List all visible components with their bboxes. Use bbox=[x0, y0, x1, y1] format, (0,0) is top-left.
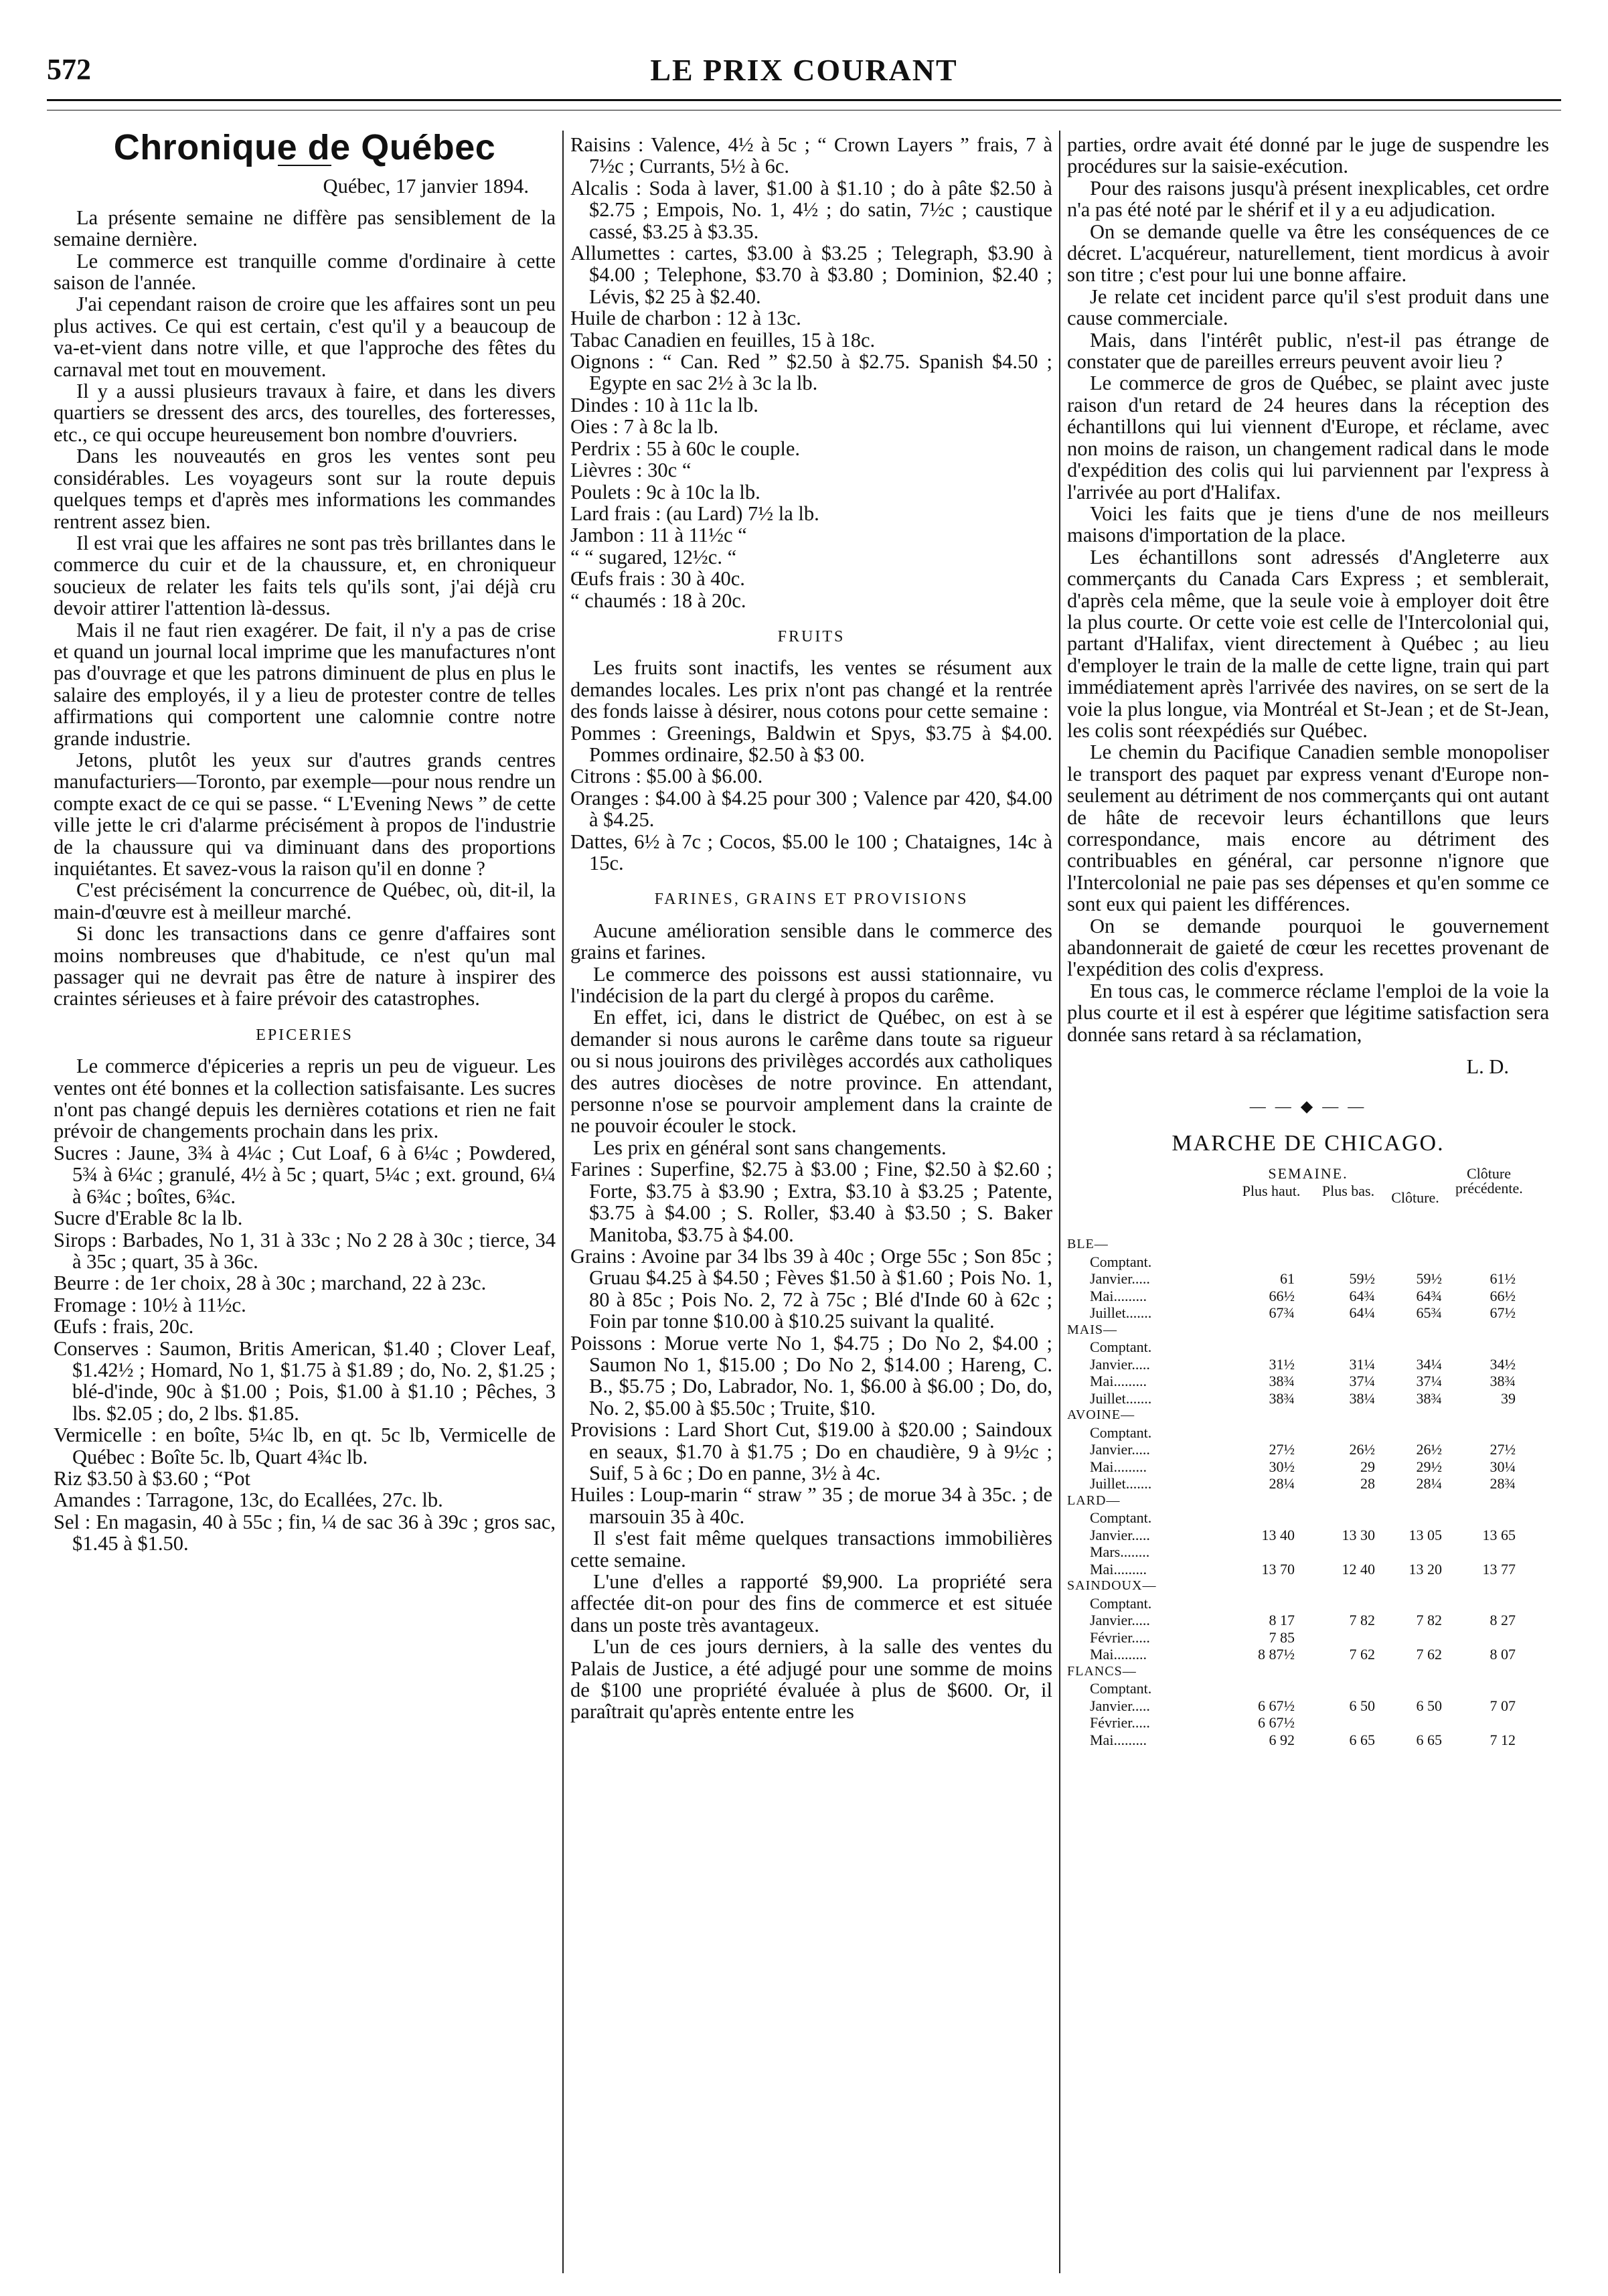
paragraph: Le commerce est tranquille comme d'ordinaire à cette saison de l'année. bbox=[54, 249, 556, 295]
market-value: 61½ bbox=[1490, 1270, 1516, 1288]
market-value: 7 62 bbox=[1349, 1646, 1375, 1663]
market-row-label: Mai......... bbox=[1090, 1458, 1147, 1475]
market-value: 13 70 bbox=[1261, 1560, 1295, 1578]
market-row bbox=[1067, 1458, 1549, 1476]
header-plus-haut: Plus haut. bbox=[1242, 1182, 1301, 1200]
market-value: 26½ bbox=[1349, 1441, 1375, 1458]
price-item: Pommes : Greenings, Baldwin et Spys, $3.75 à $4.00. Pommes ordinaire, $2.50 à $3 00. bbox=[570, 721, 1052, 766]
market-row bbox=[1067, 1527, 1549, 1544]
market-value: 34½ bbox=[1490, 1355, 1516, 1373]
market-value: 65¾ bbox=[1416, 1304, 1442, 1322]
market-value: 28¼ bbox=[1416, 1475, 1442, 1493]
header-plus-bas: Plus bas. bbox=[1321, 1182, 1375, 1200]
market-row bbox=[1067, 1338, 1549, 1356]
market-row bbox=[1067, 1424, 1549, 1442]
column-3 bbox=[1067, 134, 1549, 2277]
price-item: Oignons : “ Can. Red ” $2.50 à $2.75. Spanish $4.50 ; Egypte en sac 2½ à 3c la lb. bbox=[570, 350, 1052, 395]
market-row bbox=[1067, 1663, 1549, 1681]
market-row bbox=[1067, 1304, 1549, 1322]
market-row-label: Février..... bbox=[1090, 1628, 1150, 1646]
market-row bbox=[1067, 1390, 1549, 1407]
paragraph: En tous cas, le commerce réclame l'emploi de la voie la plus courte et il est à espérer que légitime satisfaction sera donnée sans retard à sa réclamation, bbox=[1067, 979, 1549, 1046]
price-item: Perdrix : 55 à 60c le couple. bbox=[570, 437, 801, 460]
market-row bbox=[1067, 1288, 1549, 1305]
price-item: Beurre : de 1er choix, 28 à 30c ; marchand, 22 à 23c. bbox=[54, 1272, 487, 1295]
market-value: 38¾ bbox=[1416, 1389, 1442, 1407]
market-row-label: Comptant. bbox=[1090, 1338, 1152, 1356]
price-item: Amandes : Tarragone, 13c, do Ecallées, 27c. lb. bbox=[54, 1488, 443, 1512]
market-row-label: Mai......... bbox=[1090, 1646, 1147, 1663]
market-value: 12 40 bbox=[1342, 1560, 1375, 1578]
section-heading-epiceries: EPICERIES bbox=[256, 1026, 353, 1044]
price-item: Provisions : Lard Short Cut, $19.00 à $20.00 ; Saindoux en seaux, $1.70 à $1.75 ; Do en chaudière, 9 à 9½c ; Suif, 5 à 6c ; Do en panne, 3½ à 4c. bbox=[570, 1418, 1052, 1484]
market-row bbox=[1067, 1270, 1549, 1288]
market-value: 29 bbox=[1360, 1458, 1375, 1475]
paragraph: Les échantillons sont adressés d'Angleterre aux commerçants du Canada Cars Express ; et semblerait, d'après cela même, que la seule voie à employer doit être la plus courte. Or cette voie est celle de l'Intercolonial qui, partant d'Halifax, vient directement à Québec ; au lieu d'employer le train de la malle de cette ligne, train qui part immédiatement après l'arrivée des navires, on se sert de la voie la plus longue, via Montréal et St-Jean ; et de St-Jean, les colis sont réexpédiés sur Québec. bbox=[1067, 545, 1549, 742]
price-item: Dindes : 10 à 11c la lb. bbox=[570, 393, 758, 416]
chicago-market-table bbox=[1067, 1130, 1549, 1748]
market-value: 8 17 bbox=[1269, 1612, 1295, 1629]
paragraph: parties, ordre avait été donné par le juge de suspendre les procédures sur la saisie-exécution. bbox=[1067, 134, 1549, 178]
header-rule bbox=[47, 99, 1561, 101]
price-item: Lièvres : 30c “ bbox=[570, 459, 692, 482]
market-value: 38¾ bbox=[1269, 1373, 1295, 1390]
column-1 bbox=[54, 134, 556, 2277]
market-row bbox=[1067, 1509, 1549, 1527]
market-value: 64¾ bbox=[1349, 1287, 1375, 1304]
publication-title: LE PRIX COURANT bbox=[650, 53, 958, 87]
market-value: 31¼ bbox=[1349, 1355, 1375, 1373]
market-row-label: Comptant. bbox=[1090, 1680, 1152, 1697]
market-row bbox=[1067, 1680, 1549, 1697]
paragraph: Il s'est fait même quelques transactions immobilières cette semaine. bbox=[570, 1527, 1052, 1572]
market-value: 8 07 bbox=[1490, 1646, 1516, 1663]
price-item: Conserves : Saumon, Britis American, $1.40 ; Clover Leaf, $1.42½ ; Homard, No 1, $1.75 à $1.89 ; do, No. 2, $1.25 ; blé-d'inde, 90c à $1.00 ; Pois, $1.00 à $1.10 ; Pêches, 3 lbs. $2.05 ; do, 2 lbs. $1.85. bbox=[54, 1336, 556, 1425]
market-row-label: Mai......... bbox=[1090, 1731, 1147, 1748]
market-row-label: Janvier..... bbox=[1090, 1612, 1150, 1629]
market-value: 37¼ bbox=[1416, 1373, 1442, 1390]
market-row bbox=[1067, 1714, 1549, 1732]
price-item: Poulets : 9c à 10c la lb. bbox=[570, 480, 760, 504]
price-item: Huile de charbon : 12 à 13c. bbox=[570, 307, 801, 330]
market-row-label: Mai......... bbox=[1090, 1560, 1147, 1578]
market-row bbox=[1067, 1373, 1549, 1390]
market-row bbox=[1067, 1595, 1549, 1612]
paragraph: Aucune amélioration sensible dans le commerce des grains et farines. bbox=[570, 919, 1052, 964]
market-rows bbox=[1067, 1236, 1549, 1748]
price-item: Huiles : Loup-marin “ straw ” 35 ; de morue 34 à 35c. ; de marsouin 35 à 40c. bbox=[570, 1483, 1052, 1528]
market-row-label: LARD— bbox=[1067, 1493, 1121, 1508]
market-row bbox=[1067, 1561, 1549, 1578]
market-row bbox=[1067, 1236, 1549, 1253]
market-value: 13 65 bbox=[1482, 1526, 1516, 1543]
market-value: 38¾ bbox=[1269, 1389, 1295, 1407]
market-value: 39 bbox=[1501, 1389, 1516, 1407]
header-semaine: SEMAINE. bbox=[1268, 1165, 1348, 1182]
market-value: 26½ bbox=[1416, 1441, 1442, 1458]
market-row bbox=[1067, 1578, 1549, 1595]
paragraph: La présente semaine ne diffère pas sensiblement de la semaine dernière. bbox=[54, 206, 556, 251]
market-value: 28¼ bbox=[1269, 1475, 1295, 1493]
market-row-label: Janvier..... bbox=[1090, 1697, 1150, 1714]
market-row-label: MAIS— bbox=[1067, 1322, 1118, 1337]
paragraph: Jetons, plutôt les yeux sur d'autres grands centres manufacturiers—Toronto, par exemple—pour nous rendre un compte exact de ce qui se passe. “ L'Evening News ” de cette ville jette le cri d'alarme précisément à propos de l'industrie de la chaussure qui va diminuant dans des proportions inquiétantes. Et savez-vous la raison qu'il en donne ? bbox=[54, 748, 556, 880]
market-row bbox=[1067, 1407, 1549, 1424]
market-row bbox=[1067, 1646, 1549, 1663]
price-item: Riz $3.50 à $3.60 ; “Pot bbox=[54, 1466, 250, 1490]
market-row-label: AVOINE— bbox=[1067, 1407, 1135, 1423]
market-value: 6 67½ bbox=[1258, 1697, 1295, 1714]
market-value: 67¾ bbox=[1269, 1304, 1295, 1322]
price-item: Œufs : frais, 20c. bbox=[54, 1315, 194, 1338]
market-value: 59½ bbox=[1349, 1270, 1375, 1288]
market-row-label: Janvier..... bbox=[1090, 1355, 1150, 1373]
market-row bbox=[1067, 1441, 1549, 1458]
market-value: 7 82 bbox=[1416, 1612, 1442, 1629]
market-table-header bbox=[1067, 1162, 1549, 1236]
section-heading-fruits: FRUITS bbox=[777, 627, 846, 645]
market-value: 66½ bbox=[1269, 1287, 1295, 1304]
market-value: 64¼ bbox=[1349, 1304, 1375, 1322]
market-row bbox=[1067, 1356, 1549, 1373]
market-value: 13 77 bbox=[1482, 1560, 1516, 1578]
paragraph: C'est précisément la concurrence de Québec, où, dit-il, la main-d'œuvre est à meilleur marché. bbox=[54, 878, 556, 923]
market-row-label: SAINDOUX— bbox=[1067, 1578, 1157, 1594]
price-item: Sucres : Jaune, 3¾ à 4¼c ; Cut Loaf, 6 à 6¼c ; Powdered, 5¾ à 6¼c ; granulé, 4½ à 5c ; quart, 5¼c ; ext. ground, 6¼ à 6¾c ; boîtes, 6¾c. bbox=[54, 1141, 556, 1208]
price-item: “ “ sugared, 12½c. “ bbox=[570, 545, 737, 568]
price-item: Allumettes : cartes, $3.00 à $3.25 ; Telegraph, $3.90 à $4.00 ; Telephone, $3.70 à $3.80 ; Dominion, $2.40 ; Lévis, $2 25 à $2.40. bbox=[570, 242, 1052, 308]
market-row-label: FLANCS— bbox=[1067, 1663, 1137, 1679]
market-value: 27½ bbox=[1490, 1441, 1516, 1458]
price-item: Raisins : Valence, 4½ à 5c ; “ Crown Layers ” frais, 7 à 7½c ; Currants, 5½ à 6c. bbox=[570, 134, 1052, 178]
market-value: 31½ bbox=[1269, 1355, 1295, 1373]
page-number: 572 bbox=[47, 53, 91, 86]
paragraph: Le commerce des poissons est aussi stationnaire, vu l'indécision de la part du clergé à propos du carême. bbox=[570, 962, 1052, 1008]
ornament-divider: — — ◆ — — bbox=[1249, 1098, 1367, 1116]
header-cloture: Clôture. bbox=[1391, 1189, 1439, 1207]
price-item: Farines : Superfine, $2.75 à $3.00 ; Fine, $2.50 à $2.60 ; Forte, $3.75 à $3.90 ; Extra, $3.10 à $3.25 ; Patente, $3.75 à $4.00 ; S. Roller, $3.40 à $3.50 ; S. Baker Manitoba, $3.75 à $4.00. bbox=[570, 1158, 1052, 1246]
paragraph: Pour des raisons jusqu'à présent inexplicables, cet ordre n'a pas été noté par le shérif et il y a eu adjudication. bbox=[1067, 176, 1549, 222]
price-item: Grains : Avoine par 34 lbs 39 à 40c ; Orge 55c ; Son 85c ; Gruau $4.25 à $4.50 ; Fèves $1.50 à $1.60 ; Pois No. 1, 80 à 85c ; Pois No. 2, 72 à 75c ; Blé d'Inde 60 à 62c ; Foin par tonne $10.00 à $10.25 suivant la qualité. bbox=[570, 1244, 1052, 1333]
market-row-label: Juillet....... bbox=[1090, 1304, 1152, 1322]
paragraph: Je relate cet incident parce qu'il s'est produit dans une cause commerciale. bbox=[1067, 285, 1549, 330]
price-item: Œufs frais : 30 à 40c. bbox=[570, 567, 745, 591]
price-item: Oranges : $4.00 à $4.25 pour 300 ; Valence par 420, $4.00 à $4.25. bbox=[570, 786, 1052, 832]
price-item: Poissons : Morue verte No 1, $4.75 ; Do No 2, $4.00 ; Saumon No 1, $15.00 ; Do No 2, $14.00 ; Hareng, C. B., $5.75 ; Do, Labrador, No. 1, $6.00 à $6.00 ; Do, do, No. 2, $5.00 à $5.50c ; Truite, $10. bbox=[570, 1331, 1052, 1420]
market-row bbox=[1067, 1253, 1549, 1271]
market-value: 6 65 bbox=[1416, 1731, 1442, 1748]
market-value: 8 27 bbox=[1490, 1612, 1516, 1629]
market-row-label: Comptant. bbox=[1090, 1253, 1152, 1270]
dateline: Québec, 17 janvier 1894. bbox=[323, 175, 529, 198]
market-value: 6 92 bbox=[1269, 1731, 1295, 1748]
price-item: Alcalis : Soda à laver, $1.00 à $1.10 ; do à pâte $2.50 à $2.75 ; Empois, No. 1, 4½ ; do satin, 7½c ; caustique cassé, $3.25 à $3.35. bbox=[570, 176, 1052, 243]
market-value: 66½ bbox=[1490, 1287, 1516, 1304]
price-item: Sucre d'Erable 8c la lb. bbox=[54, 1207, 243, 1230]
market-row bbox=[1067, 1493, 1549, 1510]
market-value: 28¾ bbox=[1490, 1475, 1516, 1493]
market-value: 13 40 bbox=[1261, 1526, 1295, 1543]
section-heading-farines: FARINES, GRAINS ET PROVISIONS bbox=[654, 891, 969, 909]
paragraph: Mais, dans l'intérêt public, n'est-il pas étrange de constater que de pareilles erreurs peuvent avoir lieu ? bbox=[1067, 328, 1549, 374]
market-row-label: BLE— bbox=[1067, 1237, 1109, 1252]
price-item: Tabac Canadien en feuilles, 15 à 18c. bbox=[570, 328, 876, 352]
paragraph: J'ai cependant raison de croire que les affaires sont un peu plus actives. Ce qui est certain, c'est qu'il y a beaucoup de va-et-vient dans notre ville, et que l'approche des fêtes du carnaval met tout en mouvement. bbox=[54, 293, 556, 381]
paragraph: Les prix en général sont sans changements. bbox=[593, 1136, 947, 1159]
market-value: 7 62 bbox=[1416, 1646, 1442, 1663]
market-value: 6 67½ bbox=[1258, 1714, 1295, 1732]
price-item: Oies : 7 à 8c la lb. bbox=[570, 415, 719, 439]
price-item: Fromage : 10½ à 11½c. bbox=[54, 1293, 246, 1316]
market-value: 7 82 bbox=[1349, 1612, 1375, 1629]
market-row bbox=[1067, 1697, 1549, 1715]
paragraph: Si donc les transactions dans ce genre d'affaires sont moins nombreuses que d'habitude, ce n'est qu'un mal passager qui ne devrait pas être de nature à inspirer des craintes sérieuses et à faire prévoir des catastrophes. bbox=[54, 922, 556, 1010]
paragraph: Dans les nouveautés en gros les ventes sont peu considérables. Les voyageurs sont sur la route depuis quelques temps et d'après mes informations les commandes rentrent assez bien. bbox=[54, 445, 556, 533]
price-item: Vermicelle : en boîte, 5¼c lb, en qt. 5c lb, Vermicelle de Québec : Boîte 5c. lb, Quart 4¾c lb. bbox=[54, 1424, 556, 1468]
paragraph: L'une d'elles a rapporté $9,900. La propriété sera affectée dit-on pour des fins de commerce et est située dans un poste très avantageux. bbox=[570, 1570, 1052, 1636]
market-row-label: Comptant. bbox=[1090, 1509, 1152, 1527]
market-row-label: Comptant. bbox=[1090, 1594, 1152, 1612]
paragraph: Les fruits sont inactifs, les ventes se résument aux demandes locales. Les prix n'ont pas changé et la rentrée des fonds laisse à désirer, nous cotons pour cette semaine : bbox=[570, 656, 1052, 723]
page-header bbox=[47, 52, 1561, 92]
market-value: 8 87½ bbox=[1258, 1646, 1295, 1663]
price-item: Jambon : 11 à 11½c “ bbox=[570, 524, 747, 547]
header-cloture-precedente: Clôture précédente. bbox=[1455, 1165, 1523, 1197]
market-value: 29½ bbox=[1416, 1458, 1442, 1475]
paragraph: Le commerce de gros de Québec, se plaint avec juste raison d'un retard de 24 heures dans la réception des échantillons qui lui viennent d'Europe, et réclame, avec non moins de raison, un changement radical dans le mode d'expédition des colis qui lui parviennent par l'express à l'arrivée au port d'Halifax. bbox=[1067, 372, 1549, 504]
market-value: 13 05 bbox=[1409, 1526, 1442, 1543]
author-signature: L. D. bbox=[1466, 1055, 1509, 1079]
market-row-label: Février..... bbox=[1090, 1714, 1150, 1732]
column-divider-1 bbox=[562, 131, 564, 2273]
market-value: 59½ bbox=[1416, 1270, 1442, 1288]
market-value: 38¾ bbox=[1490, 1373, 1516, 1390]
paragraph: En effet, ici, dans le district de Québec, on est à se demander si nous aurons le carême dans toute sa rigueur ou si nous jouirons des privilèges accordés aux catholiques des autres diocèses de notre province. En attendant, personne n'ose se pourvoir amplement dans la crainte de ne pouvoir écouler le stock. bbox=[570, 1006, 1052, 1138]
market-row-label: Juillet....... bbox=[1090, 1475, 1152, 1493]
market-value: 13 30 bbox=[1342, 1526, 1375, 1543]
market-value: 13 20 bbox=[1409, 1560, 1442, 1578]
market-value: 7 07 bbox=[1490, 1697, 1516, 1714]
price-item: Lard frais : (au Lard) 7½ la lb. bbox=[570, 502, 819, 525]
price-item: Sirops : Barbades, No 1, 31 à 33c ; No 2 28 à 30c ; tierce, 34 à 35c ; quart, 35 à 36c. bbox=[54, 1228, 556, 1273]
market-row bbox=[1067, 1543, 1549, 1561]
market-value: 64¾ bbox=[1416, 1287, 1442, 1304]
column-divider-2 bbox=[1059, 131, 1060, 2273]
price-item: Dattes, 6½ à 7c ; Cocos, $5.00 le 100 ; Chataignes, 14c à 15c. bbox=[570, 830, 1052, 874]
market-value: 34¼ bbox=[1416, 1355, 1442, 1373]
paragraph: On se demande quelle va être les conséquences de ce décret. L'acquéreur, naturellement, tient mordicus à avoir son titre ; c'est pour lui une bonne affaire. bbox=[1067, 220, 1549, 287]
paragraph: L'un de ces jours derniers, à la salle des ventes du Palais de Justice, a été adjugé pour une somme de moins de $100 une propriété évaluée à plus de $600. Or, il paraîtrait qu'après entente entre les bbox=[570, 1635, 1052, 1724]
market-row bbox=[1067, 1629, 1549, 1647]
column-2 bbox=[570, 134, 1052, 2277]
paragraph: On se demande pourquoi le gouvernement abandonnerait de gaieté de cœur les recettes provenant de l'expédition des colis d'express. bbox=[1067, 914, 1549, 981]
paragraph: Voici les faits que je tiens d'une de nos meilleurs maisons d'importation de la place. bbox=[1067, 502, 1549, 547]
market-value: 6 65 bbox=[1349, 1731, 1375, 1748]
market-value: 28 bbox=[1360, 1475, 1375, 1493]
market-value: 30½ bbox=[1269, 1458, 1295, 1475]
price-item: “ chaumés : 18 à 20c. bbox=[570, 589, 746, 612]
market-value: 7 85 bbox=[1269, 1628, 1295, 1646]
article-title: Chronique de Québec bbox=[113, 134, 496, 167]
market-value: 6 50 bbox=[1416, 1697, 1442, 1714]
market-value: 67½ bbox=[1490, 1304, 1516, 1322]
market-title: MARCHE DE CHICAGO. bbox=[1172, 1130, 1445, 1156]
market-row bbox=[1067, 1732, 1549, 1749]
market-value: 38¼ bbox=[1349, 1389, 1375, 1407]
market-value: 7 12 bbox=[1490, 1731, 1516, 1748]
market-row bbox=[1067, 1475, 1549, 1493]
market-row-label: Janvier..... bbox=[1090, 1270, 1150, 1288]
market-row bbox=[1067, 1322, 1549, 1339]
market-value: 30¼ bbox=[1490, 1458, 1516, 1475]
paragraph: Il y a aussi plusieurs travaux à faire, et dans les divers quartiers se dressent des arcs, des tourelles, des forteresses, etc., ce qui occupe heureusement bon nombre d'ouvriers. bbox=[54, 380, 556, 446]
price-item: Citrons : $5.00 à $6.00. bbox=[570, 765, 763, 788]
paragraph: Le chemin du Pacifique Canadien semble monopoliser le transport des paquet par express venant d'Europe non-seulement au détriment de nos commerçants qui ont autant de hâte de recevoir leurs échantillons que leurs correspondance, mais encore au détriment des contribuables en général, car personne n'ignore que l'Intercolonial ne paie pas ses dépenses et qu'en somme ce sont eux qui paient les différences. bbox=[1067, 741, 1549, 916]
paragraph: Il est vrai que les affaires ne sont pas très brillantes dans le commerce du cuir et de la chaussure, et, en chroniqueur soucieux de relater les faits tels qu'ils sont, j'ai déjà cru devoir attirer l'attention là-dessus. bbox=[54, 531, 556, 620]
market-row-label: Mai......... bbox=[1090, 1287, 1147, 1304]
market-row-label: Mai......... bbox=[1090, 1373, 1147, 1390]
market-row-label: Janvier..... bbox=[1090, 1526, 1150, 1543]
market-row bbox=[1067, 1612, 1549, 1629]
market-value: 27½ bbox=[1269, 1441, 1295, 1458]
price-item: Sel : En magasin, 40 à 55c ; fin, ¼ de sac 36 à 39c ; gros sac, $1.45 à $1.50. bbox=[54, 1510, 556, 1555]
market-value: 6 50 bbox=[1349, 1697, 1375, 1714]
paragraph: Le commerce d'épiceries a repris un peu de vigueur. Les ventes ont été bonnes et la collection satisfaisante. Les sucres n'ont pas changé depuis les dernières cotations et rien ne fait prévoir de changements prochain dans les prix. bbox=[54, 1055, 556, 1143]
market-row-label: Mars........ bbox=[1090, 1543, 1150, 1561]
market-row-label: Juillet....... bbox=[1090, 1389, 1152, 1407]
paragraph: Mais il ne faut rien exagérer. De fait, il n'y a pas de crise et quand un journal local imprime que les manufactures n'ont pas d'ouvrage et que les patrons diminuent de plus en plus le salaire des employés, il y a lieu de protester contre de telles affirmations qui comportent une calomnie contre notre grande industrie. bbox=[54, 618, 556, 750]
market-value: 61 bbox=[1280, 1270, 1295, 1288]
market-value: 37¼ bbox=[1349, 1373, 1375, 1390]
market-row-label: Janvier..... bbox=[1090, 1441, 1150, 1458]
market-row-label: Comptant. bbox=[1090, 1424, 1152, 1441]
